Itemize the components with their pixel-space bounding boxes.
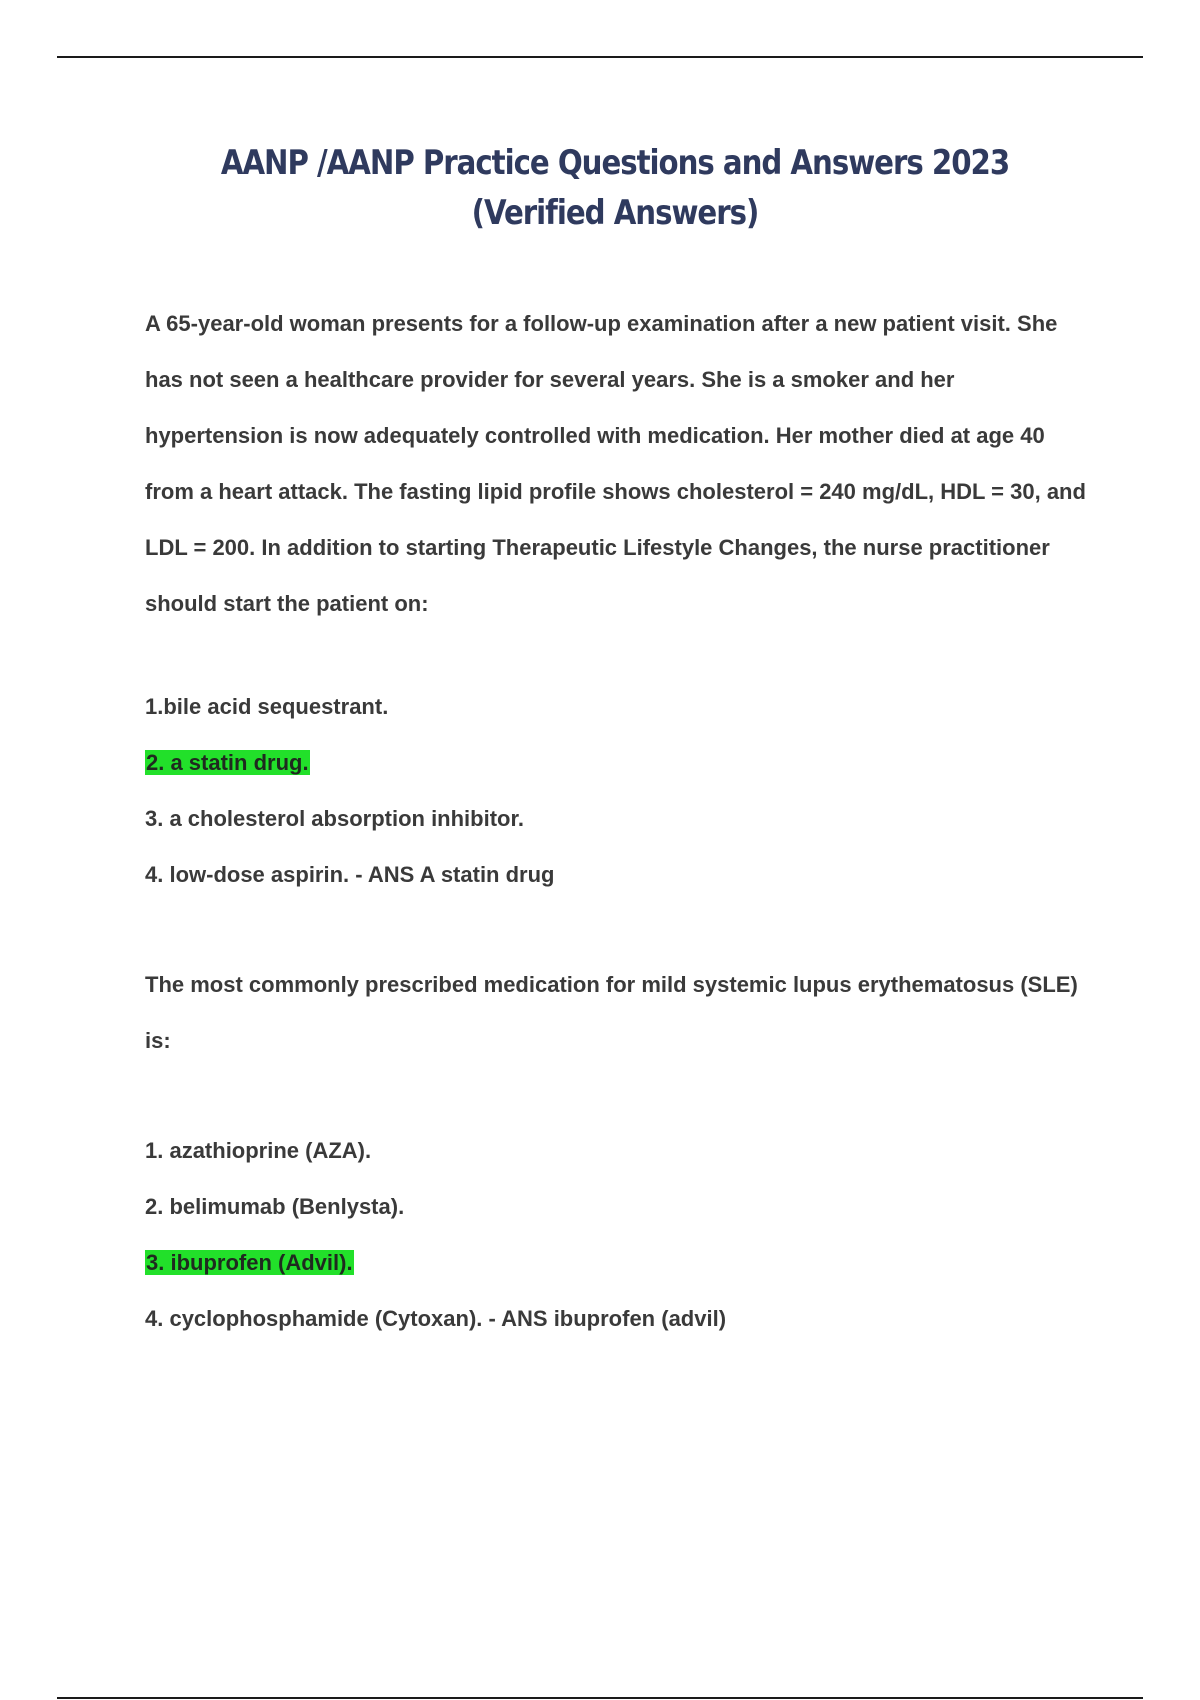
top-rule xyxy=(57,56,1143,58)
question-2-options xyxy=(145,1123,1095,1347)
question-2-option-4: 4. cyclophosphamide (Cytoxan). - ANS ibuprofen (advil) xyxy=(145,1306,727,1331)
question-1-option-1: 1.bile acid sequestrant. xyxy=(145,694,389,719)
question-1-option-3: 3. a cholesterol absorption inhibitor. xyxy=(145,806,524,831)
answer-highlight: 3. ibuprofen (Advil). xyxy=(146,1250,353,1275)
question-2-text: The most commonly prescribed medication for mild systemic lupus erythematosus (SLE) is: xyxy=(145,972,1078,1053)
question-1-options xyxy=(145,679,1095,903)
question-1-option-4: 4. low-dose aspirin. - ANS A statin drug xyxy=(145,862,555,887)
question-2-option-2: 2. belimumab (Benlysta). xyxy=(145,1194,405,1219)
page-title: AANP /AANP Practice Questions and Answers 2023 (Verified Answers) xyxy=(220,143,1010,233)
bottom-rule xyxy=(57,1697,1143,1699)
question-2-option-1: 1. azathioprine (AZA). xyxy=(145,1138,372,1163)
answer-highlight: 2. a statin drug. xyxy=(146,750,309,775)
question-1-text: A 65-year-old woman presents for a follow-up examination after a new patient visit. She has not seen a healthcare provider for several years. She is a smoker and her hypertension is now adequately controlled with medication. Her mother died at age 40 from a heart attack. The fasting lipid profile shows cholesterol = 240 mg/dL, HDL = 30, and LDL = 200. In addition to starting Therapeutic Lifestyle Changes, the nurse practitioner should start the patient on: xyxy=(145,311,1086,616)
question-1-option-2 xyxy=(145,735,1095,791)
question-2-option-3 xyxy=(145,1235,1095,1291)
